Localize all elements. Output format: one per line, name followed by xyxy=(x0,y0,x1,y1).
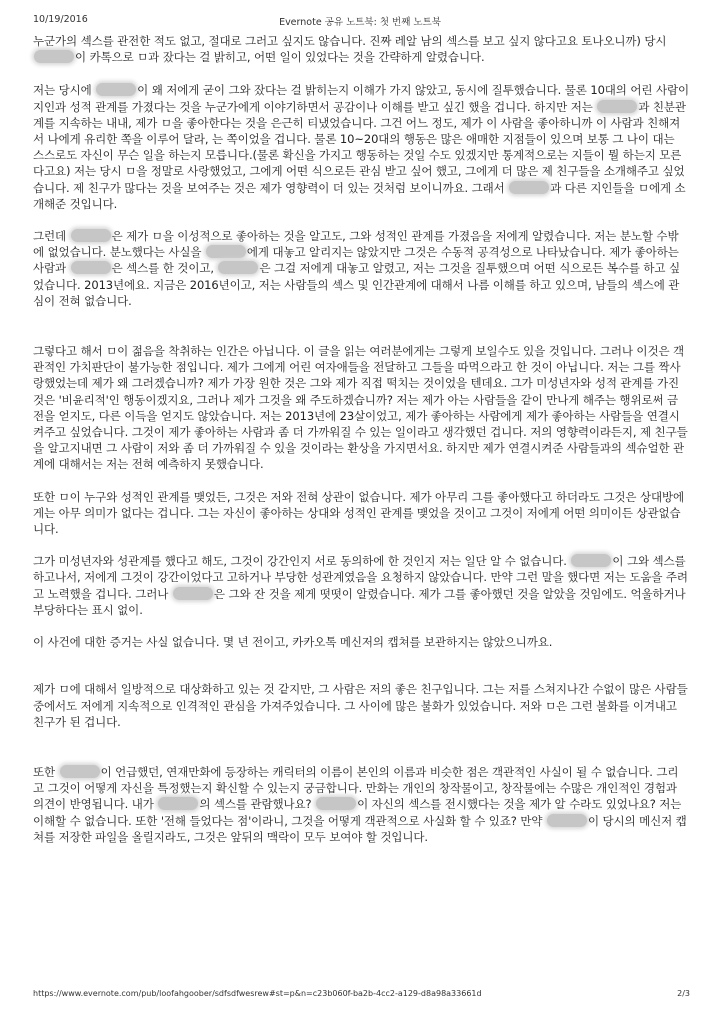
paragraph xyxy=(33,343,689,473)
paragraph-text: 은 섹스를 한 것이고, xyxy=(111,261,218,276)
paragraph-text: 이 자신의 섹스를 전시했다는 것을 제가 알 수라도 있었나요? 저는 이해할 수 없습니다. 또한 '전해 들었다는 점'이라니, 그것을 어떻게 객관적으로 사실화 할 수 있죠? 만약 xyxy=(33,797,682,828)
paragraph xyxy=(33,634,689,650)
redacted-name xyxy=(597,100,637,113)
redacted-name xyxy=(158,797,198,810)
paragraph-text: 이 당시의 메신저 캡쳐를 저장한 파일을 올릴지라도, 그것은 앞뒤의 맥락이 모두 보여야 할 것입니다. xyxy=(33,813,687,844)
paragraph-text: 또한 xyxy=(33,764,59,779)
paragraph-text: 제가 ㅁ에 대해서 일방적으로 대상화하고 있는 것 같지만, 그 사람은 저의 좋은 친구입니다. 그는 저를 스쳐지나간 수없이 많은 사람들 중에서도 저에게 지속적으로 인격적인 관심을 가져주었습니다. 그 사이에 많은 불화가 있었습니다. 저와 ㅁ은 그런 불화를 이겨내고 친구가 된 겁니다. xyxy=(33,682,688,729)
paragraph-text: 이 사건에 대한 증거는 사실 없습니다. 몇 년 전이고, 카카오톡 메신저의 캡쳐를 보관하지는 않았으니까요. xyxy=(33,635,553,650)
paragraph xyxy=(33,489,689,538)
paragraph xyxy=(33,681,689,730)
paragraph-text: 이 왜 저에게 굳이 그와 잤다는 걸 밝히는지 이해가 가지 않았고, 동시에 질투했습니다. 물론 10대의 어린 사람이 지인과 성적 관계를 가졌다는 것을 누군가에게 이야기하면서 공감이나 이해를 받고 싶긴 했을 겁니다. 하지만 저는 xyxy=(33,83,689,114)
paragraph xyxy=(33,764,689,845)
redacted-name xyxy=(316,797,356,810)
redacted-name xyxy=(96,83,136,96)
redacted-name xyxy=(60,765,100,778)
paragraph xyxy=(33,33,689,65)
page-header xyxy=(0,14,720,28)
paragraph-text: 그가 미성년자와 성관계를 했다고 해도, 그것이 강간인지 서로 동의하에 한 것인지 저는 일단 알 수 없습니다. xyxy=(33,554,571,569)
redacted-name xyxy=(571,554,611,567)
print-date: 10/19/2016 xyxy=(33,14,88,25)
paragraph-text: 의 섹스를 관람했나요? xyxy=(199,797,316,812)
redacted-name xyxy=(218,261,258,274)
redacted-name xyxy=(509,181,549,194)
paragraph-text: 누군가의 섹스를 관전한 적도 없고, 절대로 그러고 싶지도 않습니다. 진짜 레알 남의 섹스를 보고 싶지 않다고요 토나오니까) 당시 xyxy=(33,34,667,48)
paragraph-text: 과 친분관계를 지속하는 내내, 제가 ㅁ을 좋아한다는 것을 은근히 티냈었습니다. 그건 어느 정도, 제가 이 사람을 좋아하니까 이 사람과 친해져서 나에게 유리한 쪽을 이루어 달라, 는 쪽이었을 겁니다. 물론 10~20대의 행동은 많은 애매한 지점들이 있으며 보통 그 나이 대는 스스로도 자신이 무슨 일을 하는지 모릅니다.(물론 확신을 가지고 행동하는 것일 수도 있겠지만 통계적으로는 지들이 뭘 하는지 모른다고요) 저는 당시 ㅁ을 정말로 사랑했었고, 그에게 어떤 식으로든 관심 받고 싶어 했고, 그에게 더 많은 제 친구들을 소개해주고 싶었습니다. 제 친구가 많다는 것을 보여주는 것은 제가 영향력이 더 있는 것처럼 보이니까요. 그래서 xyxy=(33,99,686,195)
page-footer xyxy=(0,989,720,1003)
paragraph-text: 저는 당시에 xyxy=(33,83,96,98)
paragraph xyxy=(33,228,689,309)
paragraph-text: 이 그와 섹스를 하고나서, 저에게 그것이 강간이었다고 고하거나 부당한 성관계였음을 요청하지 않았습니다. 만약 그런 말을 했다면 저는 도움을 주려고 노력했을 겁니다. 그러나 xyxy=(33,554,688,601)
redacted-name xyxy=(34,50,74,63)
redacted-name xyxy=(71,229,111,242)
redacted-name xyxy=(173,587,213,600)
paragraph-text: 에게 대놓고 알리지는 않았지만 그것은 수동적 공격성으로 나타났습니다. 제가 좋아하는 사람과 xyxy=(33,245,679,276)
paragraph-text: 은 그와 잔 것을 제게 떳떳이 알렸습니다. 제가 그를 좋아했던 것을 알았을 것임에도. 억울하거나 부당하다는 표시 없이. xyxy=(33,586,686,617)
paragraph-text: 그렇다고 해서 ㅁ이 젊음을 착취하는 인간은 아닙니다. 이 글을 읽는 여러분에게는 그렇게 보일수도 있을 것입니다. 그러나 이것은 객관적인 가치판단이 불가능한 점입니다. 제가 그에게 어린 여자애들을 전달하고 그들을 따먹으라고 한 것이 아닙니다. 저는 그를 짝사랑했었는데 제가 왜 그러겠습니까? 제가 가장 원한 것은 그와 제가 직접 떡치는 것이었을 텐데요. 그가 미성년자와 성적 관계를 가진 것은 '비윤리적'인 행동이겠지요, 그러나 제가 그것을 왜 주도하겠습니까? 저는 제가 아는 사람들을 같이 만나게 해주는 행위로써 금전을 얻지도, 다른 이득을 얻지도 않았습니다. 저는 2013년에 23살이었고, 제가 좋아하는 사람에게 제가 좋아하는 사람들을 연결시켜주고 싶었습니다. 그것이 제가 좋아하는 사람과 좀 더 가까워질 수 있는 일이라고 생각했던 겁니다. 저의 영향력이라든지, 제 친구들을 알고지내면 그 사람이 저와 좀 더 가까워질 수 있을 것이라는 환상을 가지면서요. 하지만 제가 연결시켜준 사람들과의 섹슈얼한 관계에 대해서는 저는 전혀 예측하지 못했습니다. xyxy=(33,344,688,472)
page-url: https://www.evernote.com/pub/loofahgoober/sdfsdfwesrew#st=p&n=c23b060f-ba2b-4cc2-a129-d8a98a33661d xyxy=(33,989,482,998)
paragraph-text: 은 그걸 저에게 대놓고 알렸고, 저는 그것을 질투했으며 어떤 식으로든 복수를 하고 싶었습니다. 2013년에요. 지금은 2016년이고, 저는 사람들의 섹스 및 인간관계에 대해서 나름 이해를 하고 있으며, 남들의 섹스에 관심이 전혀 없습니다. xyxy=(33,261,680,308)
paragraph-text: 그런데 xyxy=(33,229,70,244)
paragraph xyxy=(33,553,689,618)
paragraph-text: 또한 ㅁ이 누구와 성적인 관계를 맺었든, 그것은 저와 전혀 상관이 없습니다. 제가 아무리 그를 좋아했다고 하더라도 그것은 상대방에게는 아무 의미가 없다는 겁니다. 그는 자신이 좋아하는 상대와 성적인 관계를 맺었을 것이고 그것이 저에게 어떤 의미이든 상관없습니다. xyxy=(33,489,685,537)
redacted-name xyxy=(206,245,246,258)
print-title: Evernote 공유 노트북: 첫 번째 노트북 xyxy=(279,17,441,28)
redacted-name xyxy=(547,814,587,827)
paragraph xyxy=(33,82,689,212)
paragraph-text: 이 카톡으로 ㅁ과 잤다는 걸 밝히고, 어떤 일이 있었다는 것을 간략하게 알렸습니다. xyxy=(75,50,485,65)
page-number: 2/3 xyxy=(677,989,690,998)
note-body xyxy=(33,33,689,845)
paragraph-text: 이 언급했던, 연재만화에 등장하는 캐릭터의 이름이 본인의 이름과 비슷한 점은 객관적인 사실이 될 수 없습니다. 그리고 그것이 어떻게 자신을 특정했는지 확신할 수 있는지 궁금합니다. 만화는 개인의 창작물이고, 창작물에는 수많은 개인적인 경험과 의견이 반영됩니다. 내가 xyxy=(33,764,679,812)
redacted-name xyxy=(71,261,111,274)
paragraph-text: 과 다른 지인들을 ㅁ에게 소개해준 것입니다. xyxy=(33,180,686,211)
paragraph-text: 은 제가 ㅁ을 이성적으로 좋아하는 것을 알고도, 그와 성적인 관계를 가졌음을 저에게 알렸습니다. 저는 분노할 수밖에 없었습니다. 분노했다는 사실을 xyxy=(33,229,679,260)
